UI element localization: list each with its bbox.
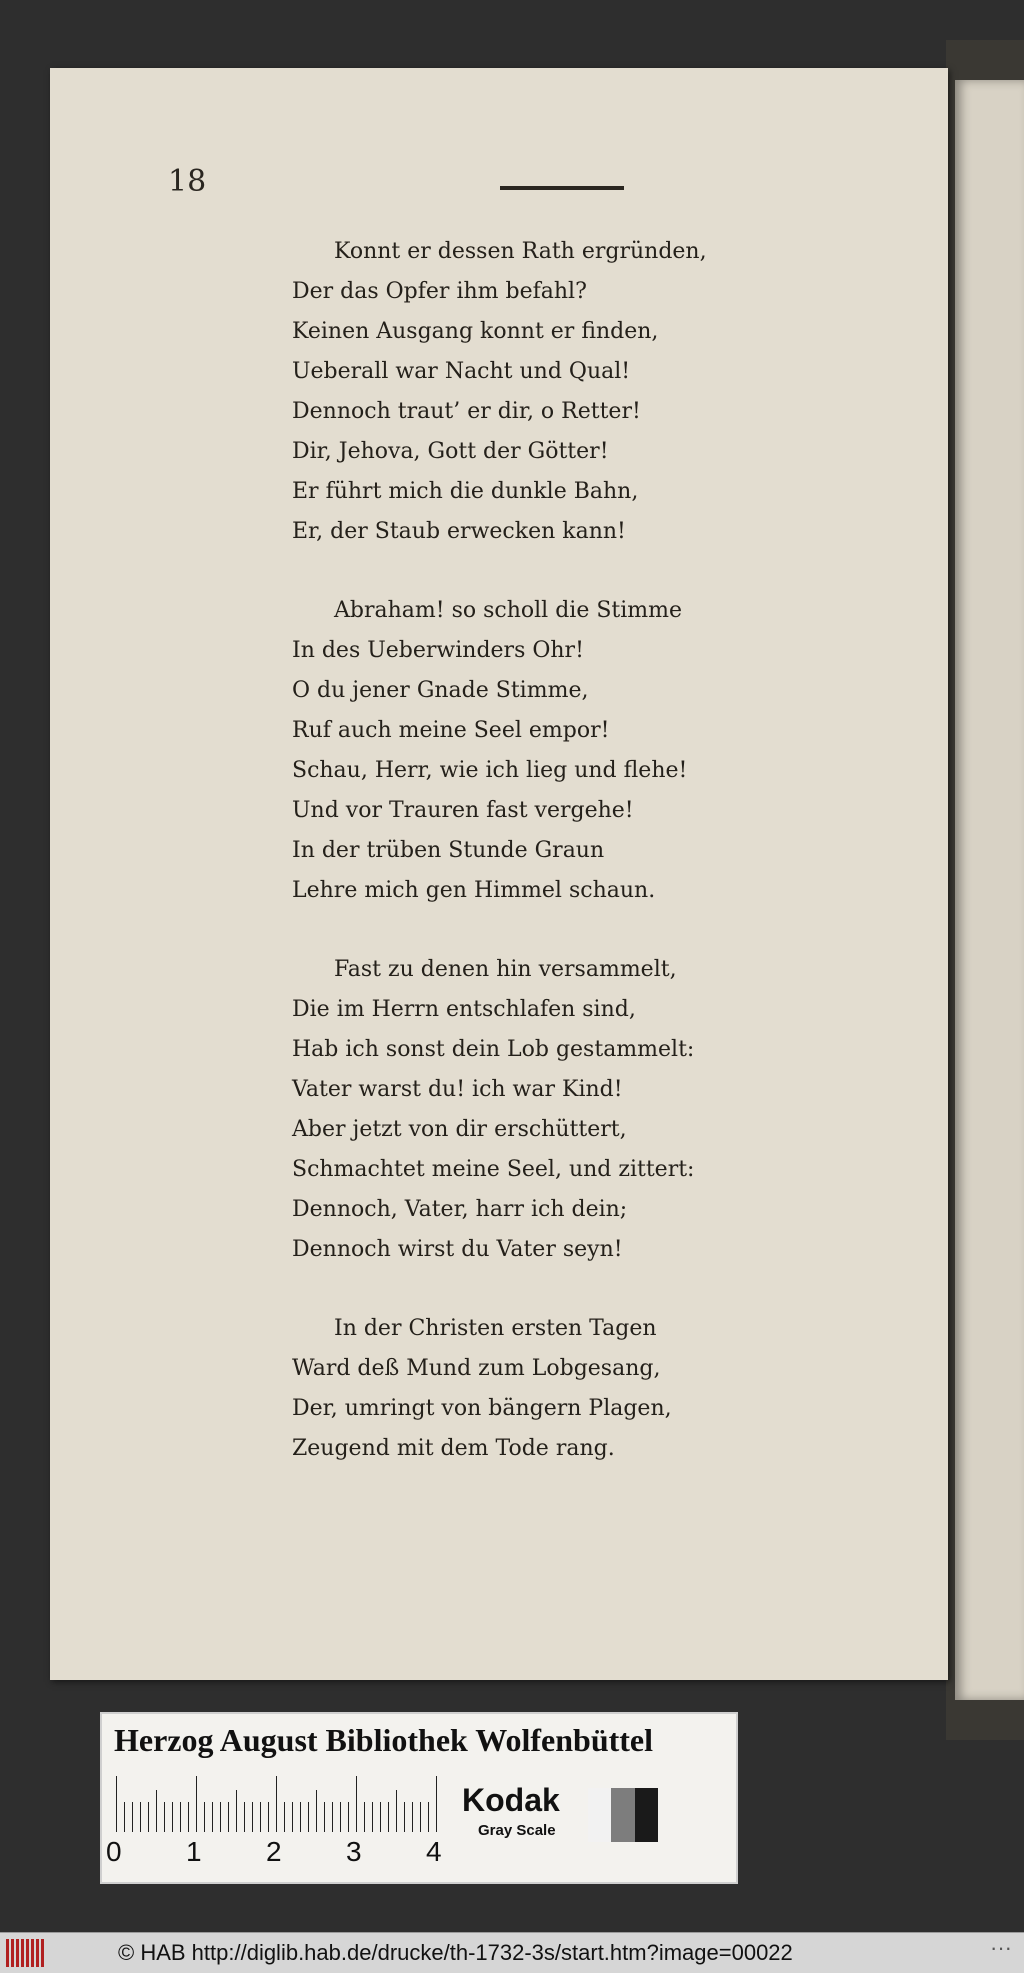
ruler-numbers — [106, 1836, 446, 1868]
ruler-tick — [316, 1790, 317, 1832]
verse-line: In der trüben Stunde Graun — [292, 838, 605, 863]
ruler-tick — [188, 1802, 189, 1832]
ruler-tick — [260, 1802, 261, 1832]
ruler-tick — [380, 1802, 381, 1832]
footer-bar — [0, 1932, 1024, 1973]
ruler-tick — [396, 1790, 397, 1832]
ruler-tick — [148, 1802, 149, 1832]
ruler-tick — [412, 1802, 413, 1832]
ruler-tick — [180, 1802, 181, 1832]
ruler-tick — [332, 1802, 333, 1832]
adjacent-page-edge — [955, 80, 1024, 1700]
scale-ruler — [116, 1776, 442, 1832]
verse-line: Fast zu denen hin versammelt, — [334, 957, 677, 982]
ruler-tick — [228, 1802, 229, 1832]
verse-line: Abraham! so scholl die Stimme — [334, 598, 683, 623]
stanza — [292, 591, 722, 911]
gray-patch — [611, 1788, 634, 1842]
verse-line: Schmachtet meine Seel, und zittert: — [292, 1157, 695, 1182]
ruler-tick — [436, 1776, 437, 1832]
stanza — [292, 950, 722, 1270]
ruler-tick — [340, 1802, 341, 1832]
gray-patch — [588, 1788, 611, 1842]
ruler-tick — [284, 1802, 285, 1832]
ruler-tick — [300, 1802, 301, 1832]
ruler-number: 3 — [346, 1836, 362, 1867]
ruler-tick — [204, 1802, 205, 1832]
hab-logo-icon — [6, 1939, 48, 1967]
library-name: Herzog August Bibliothek Wolfenbüttel — [114, 1722, 654, 1758]
header-rule — [500, 186, 624, 190]
library-calibration-card — [100, 1712, 738, 1884]
verse-line: Und vor Trauren fast vergehe! — [292, 798, 634, 823]
ruler-tick — [236, 1790, 237, 1832]
verse-line: O du jener Gnade Stimme, — [292, 678, 589, 703]
verse-line: Hab ich sonst dein Lob gestammelt: — [292, 1037, 695, 1062]
verse-line: Konnt er dessen Rath ergründen, — [334, 239, 707, 264]
ruler-tick — [428, 1802, 429, 1832]
verse-line: Er, der Staub erwecken kann! — [292, 519, 626, 544]
ruler-number: 0 — [106, 1836, 122, 1867]
ruler-tick — [364, 1802, 365, 1832]
ruler-tick — [308, 1802, 309, 1832]
stanza — [292, 232, 722, 552]
ruler-tick — [196, 1776, 197, 1832]
verse-line: Die im Herrn entschlafen sind, — [292, 997, 636, 1022]
verse-line: Schau, Herr, wie ich lieg und flehe! — [292, 758, 688, 783]
verse-line: In der Christen ersten Tagen — [334, 1316, 657, 1341]
ruler-tick — [140, 1802, 141, 1832]
verse-line: Ueberall war Nacht und Qual! — [292, 359, 631, 384]
verse-line: Dennoch traut’ er dir, o Retter! — [292, 399, 641, 424]
ruler-tick — [404, 1802, 405, 1832]
ruler-tick — [156, 1790, 157, 1832]
stanza — [292, 1309, 722, 1469]
ruler-tick — [276, 1776, 277, 1832]
page-number: 18 — [168, 164, 207, 199]
verse-line: Aber jetzt von dir erschüttert, — [292, 1117, 627, 1142]
ruler-tick — [268, 1802, 269, 1832]
copyright-url[interactable]: © HAB http://diglib.hab.de/drucke/th-1732-3s/start.htm?image=00022 — [118, 1940, 793, 1965]
verse-line: Der das Opfer ihm befahl? — [292, 279, 587, 304]
ruler-number: 2 — [266, 1836, 282, 1867]
ruler-tick — [172, 1802, 173, 1832]
gray-scale-patches — [588, 1788, 658, 1842]
ruler-tick — [372, 1802, 373, 1832]
ruler-tick — [212, 1802, 213, 1832]
ruler-tick — [220, 1802, 221, 1832]
gray-scale-label: Gray Scale — [478, 1822, 556, 1839]
ruler-tick — [324, 1802, 325, 1832]
verse-line: Der, umringt von bängern Plagen, — [292, 1396, 672, 1421]
ruler-tick — [124, 1802, 125, 1832]
verse-line: In des Ueberwinders Ohr! — [292, 638, 584, 663]
kodak-logo: Kodak — [462, 1782, 560, 1818]
ellipsis-icon[interactable]: ··· — [990, 1935, 1012, 1960]
ruler-tick — [388, 1802, 389, 1832]
verse-line: Ruf auch meine Seel empor! — [292, 718, 610, 743]
poem-text — [292, 232, 722, 1508]
verse-line: Er führt mich die dunkle Bahn, — [292, 479, 639, 504]
ruler-tick — [292, 1802, 293, 1832]
ruler-tick — [356, 1776, 357, 1832]
verse-line: Lehre mich gen Himmel schaun. — [292, 878, 656, 903]
ruler-number: 4 — [426, 1836, 442, 1867]
ruler-tick — [348, 1802, 349, 1832]
ruler-tick — [164, 1802, 165, 1832]
verse-line: Keinen Ausgang konnt er finden, — [292, 319, 659, 344]
verse-line: Ward deß Mund zum Lobgesang, — [292, 1356, 661, 1381]
ruler-tick — [244, 1802, 245, 1832]
ruler-number: 1 — [186, 1836, 202, 1867]
ruler-tick — [132, 1802, 133, 1832]
ruler-tick — [420, 1802, 421, 1832]
ruler-tick — [116, 1776, 117, 1832]
verse-line: Dennoch wirst du Vater seyn! — [292, 1237, 623, 1262]
verse-line: Dennoch, Vater, harr ich dein; — [292, 1197, 628, 1222]
gray-patch — [635, 1788, 658, 1842]
ruler-tick — [252, 1802, 253, 1832]
verse-line: Dir, Jehova, Gott der Götter! — [292, 439, 609, 464]
verse-line: Vater warst du! ich war Kind! — [292, 1077, 623, 1102]
verse-line: Zeugend mit dem Tode rang. — [292, 1436, 615, 1461]
